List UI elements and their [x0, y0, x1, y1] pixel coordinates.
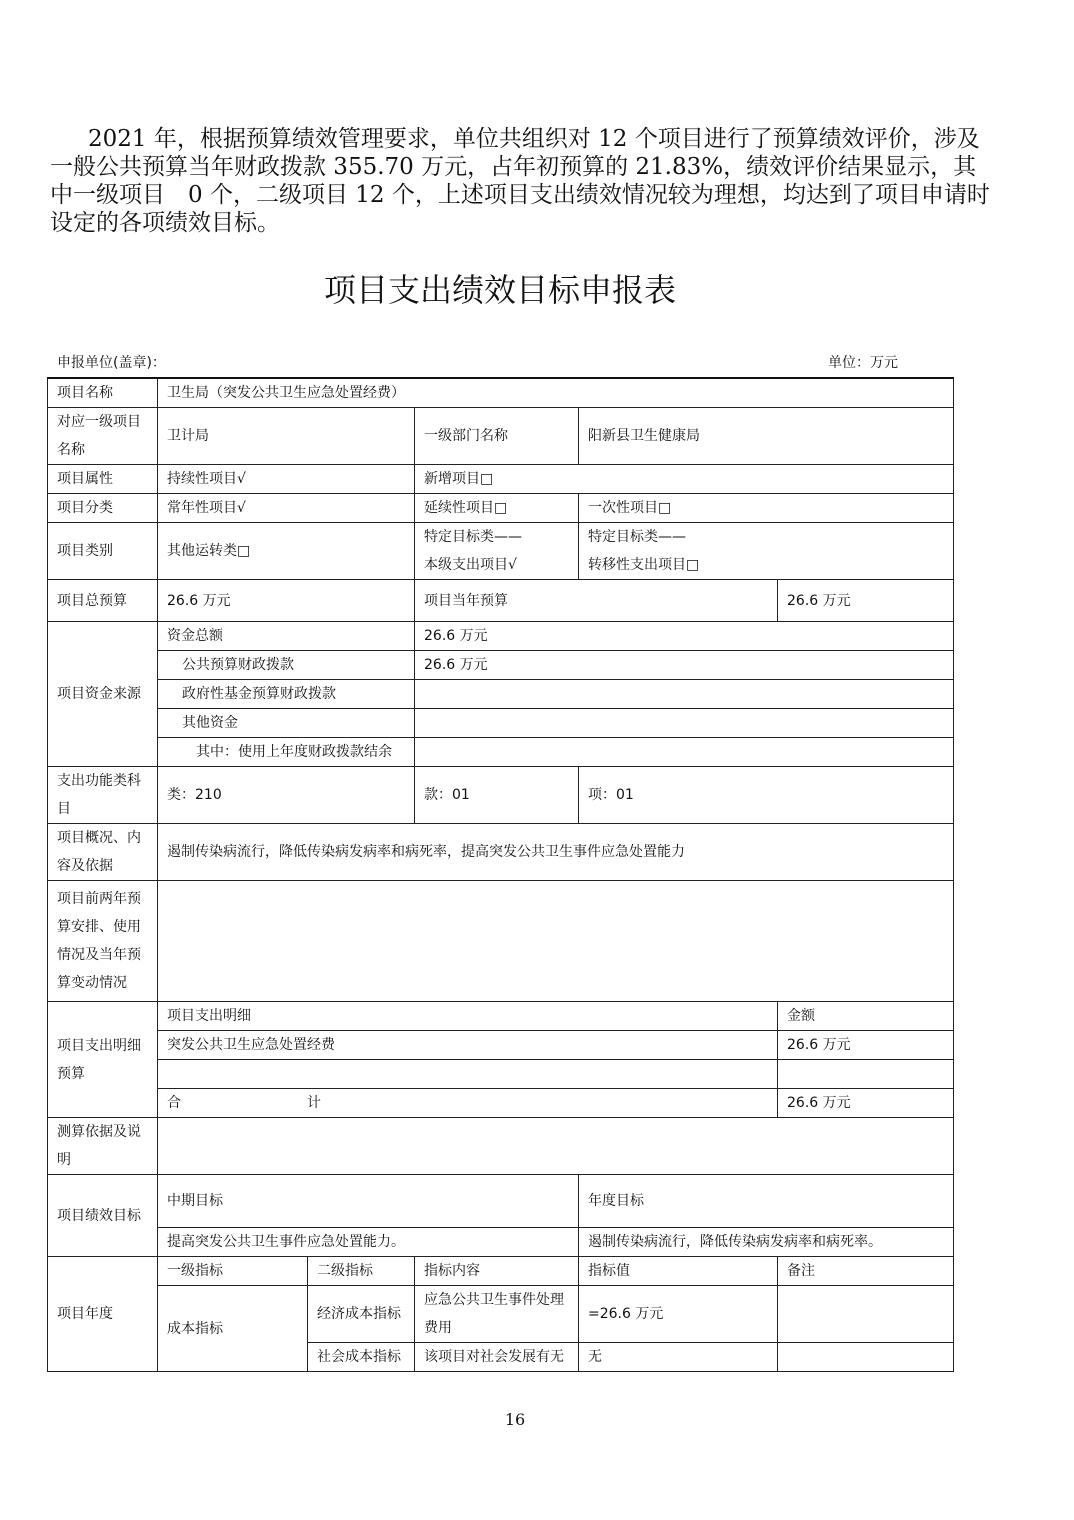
func-subject-label: 支出功能类科目 [48, 767, 158, 824]
table-row [48, 881, 954, 1002]
project-type-label: 项目类别 [48, 523, 158, 580]
social-cost-value: 无 [579, 1343, 778, 1372]
table-row [48, 1031, 954, 1060]
table-row [48, 1089, 954, 1118]
header-value: 指标值 [579, 1257, 778, 1286]
fund-carry-value [415, 738, 954, 767]
overview-label: 项目概况、内容及依据 [48, 824, 158, 881]
fund-public-value: 26.6 万元 [415, 651, 954, 680]
type-special-transfer [579, 523, 954, 580]
mid-goal-label: 中期目标 [158, 1175, 579, 1228]
table-row [48, 680, 954, 709]
func-class: 类：210 [158, 767, 415, 824]
type-special-local-line2: 本级支出项目√ [424, 557, 517, 573]
table-row [48, 465, 954, 494]
fund-carry-label: 其中：使用上年度财政拨款结余 [158, 738, 415, 767]
sum-amount: 26.6 万元 [778, 1089, 954, 1118]
fund-total-value: 26.6 万元 [415, 622, 954, 651]
detail-budget-label: 项目支出明细预算 [48, 1002, 158, 1118]
class-onetime: 一次性项目□ [579, 494, 954, 523]
table-row [48, 580, 954, 622]
level1-project-value: 卫计局 [158, 408, 415, 465]
detail-empty-amount [778, 1060, 954, 1089]
year-budget-value: 26.6 万元 [778, 580, 954, 622]
social-cost-content: 该项目对社会发展有无 [415, 1343, 579, 1372]
project-attr-label: 项目属性 [48, 465, 158, 494]
mid-goal-value: 提高突发公共卫生事件应急处置能力。 [158, 1228, 579, 1257]
prior-budget-value [158, 881, 954, 1002]
table-row [48, 494, 954, 523]
sum-right-char: 计 [307, 1095, 321, 1111]
econ-cost-label: 经济成本指标 [308, 1286, 415, 1343]
fund-other-value [415, 709, 954, 738]
sum-label [158, 1089, 778, 1118]
econ-cost-content: 应急公共卫生事件处理费用 [415, 1286, 579, 1343]
table-row [48, 1060, 954, 1089]
project-name-label: 项目名称 [48, 378, 158, 408]
level1-dept-label: 一级部门名称 [415, 408, 579, 465]
class-extended: 延续性项目□ [415, 494, 579, 523]
perf-goal-label: 项目绩效目标 [48, 1175, 158, 1257]
detail-header: 项目支出明细 [158, 1002, 778, 1031]
type-other: 其他运转类□ [158, 523, 415, 580]
cost-indicator-label: 成本指标 [158, 1286, 308, 1372]
table-row [48, 709, 954, 738]
table-row [48, 622, 954, 651]
table-row [48, 1286, 954, 1343]
table-row [48, 1228, 954, 1257]
fund-public-label: 公共预算财政拨款 [158, 651, 415, 680]
project-name-value: 卫生局（突发公共卫生应急处置经费） [158, 378, 954, 408]
intro-paragraph: 2021 年，根据预算绩效管理要求，单位共组织对 12 个项目进行了预算绩效评价，涉及一般公共预算当年财政拨款 355.70 万元，占年初预算的 21.83%，绩效评价结果显示，其中一级项目 0 个，二级项目 12 个，上述项目支出绩效情况较为理想，均达到了项目申请时设定的各项绩效目标。 [50, 126, 990, 236]
reporting-unit-label: 申报单位(盖章)： [57, 355, 166, 371]
class-regular: 常年性项目√ [158, 494, 415, 523]
table-row [48, 378, 954, 408]
table-row [48, 651, 954, 680]
annual-goal-value: 遏制传染病流行，降低传染病发病率和病死率。 [579, 1228, 954, 1257]
type-special-transfer-line2: 转移性支出项目□ [588, 557, 700, 573]
sum-left-char: 合 [167, 1095, 181, 1111]
project-class-label: 项目分类 [48, 494, 158, 523]
amount-header: 金额 [778, 1002, 954, 1031]
type-special-local [415, 523, 579, 580]
social-cost-note [778, 1343, 954, 1372]
prior-budget-label: 项目前两年预算安排、使用情况及当年预算变动情况 [48, 881, 158, 1002]
year-budget-label: 项目当年预算 [415, 580, 778, 622]
detail-empty-item [158, 1060, 778, 1089]
type-special-transfer-line1: 特定目标类—— [588, 529, 686, 545]
basis-label: 测算依据及说明 [48, 1118, 158, 1175]
econ-cost-note [778, 1286, 954, 1343]
table-row [48, 1002, 954, 1031]
header-level1: 一级指标 [158, 1257, 308, 1286]
type-special-local-line1: 特定目标类—— [424, 529, 522, 545]
table-row [48, 1175, 954, 1228]
header-content: 指标内容 [415, 1257, 579, 1286]
indicator-section-label: 项目年度 [48, 1257, 158, 1372]
total-budget-label: 项目总预算 [48, 580, 158, 622]
detail-item: 突发公共卫生应急处置经费 [158, 1031, 778, 1060]
table-row [48, 738, 954, 767]
header-level2: 二级指标 [308, 1257, 415, 1286]
fund-gov-label: 政府性基金预算财政拨款 [158, 680, 415, 709]
annual-goal-label: 年度目标 [579, 1175, 954, 1228]
fund-total-label: 资金总额 [158, 622, 415, 651]
page-title: 项目支出绩效目标申报表 [323, 271, 676, 309]
performance-target-form [47, 377, 954, 1372]
econ-cost-value: =26.6 万元 [579, 1286, 778, 1343]
func-item: 项：01 [579, 767, 954, 824]
basis-value [158, 1118, 954, 1175]
table-row [48, 408, 954, 465]
attr-ongoing: 持续性项目√ [158, 465, 415, 494]
fund-source-label: 项目资金来源 [48, 622, 158, 767]
level1-project-label: 对应一级项目名称 [48, 408, 158, 465]
fund-other-label: 其他资金 [158, 709, 415, 738]
table-row [48, 1118, 954, 1175]
overview-value: 遏制传染病流行，降低传染病发病率和病死率，提高突发公共卫生事件应急处置能力 [158, 824, 954, 881]
currency-unit-label: 单位：万元 [828, 355, 898, 371]
table-row [48, 1257, 954, 1286]
detail-amount: 26.6 万元 [778, 1031, 954, 1060]
social-cost-label: 社会成本指标 [308, 1343, 415, 1372]
header-note: 备注 [778, 1257, 954, 1286]
total-budget-value: 26.6 万元 [158, 580, 415, 622]
func-section: 款：01 [415, 767, 579, 824]
fund-gov-value [415, 680, 954, 709]
page-number: 16 [504, 1410, 526, 1429]
table-row [48, 523, 954, 580]
table-row [48, 767, 954, 824]
level1-dept-value: 阳新县卫生健康局 [579, 408, 954, 465]
attr-new: 新增项目□ [415, 465, 954, 494]
table-row [48, 824, 954, 881]
